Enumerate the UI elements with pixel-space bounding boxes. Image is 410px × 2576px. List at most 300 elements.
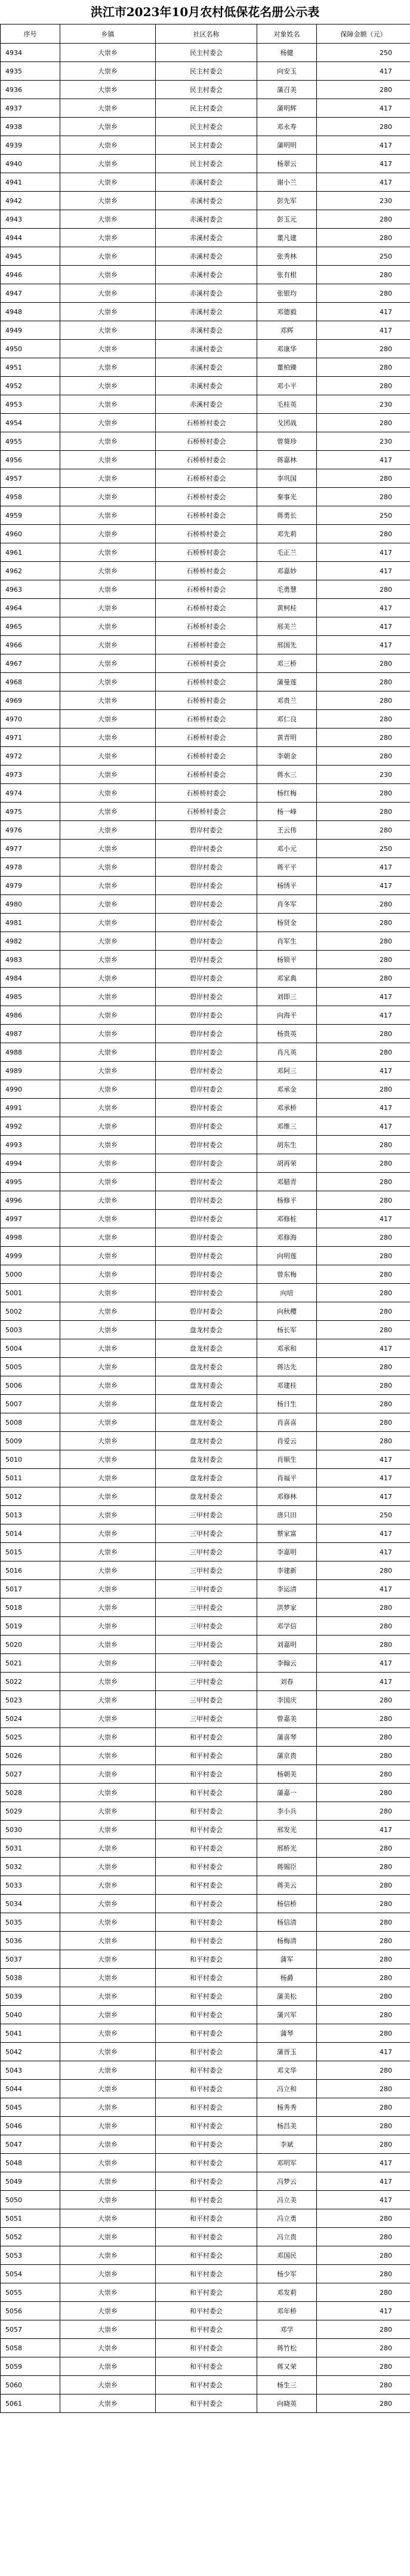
row-township: 大崇乡 bbox=[60, 2357, 156, 2376]
row-name: 邓年桥 bbox=[257, 2302, 317, 2320]
row-index: 5033 bbox=[1, 1876, 60, 1895]
row-community: 石桥桥村委会 bbox=[156, 414, 257, 432]
row-township: 大崇乡 bbox=[60, 266, 156, 284]
row-township: 大崇乡 bbox=[60, 691, 156, 710]
row-name: 向安玉 bbox=[257, 62, 317, 81]
row-community: 赤溪村委会 bbox=[156, 247, 257, 266]
row-index: 5035 bbox=[1, 1913, 60, 1932]
row-community: 碧岸村委会 bbox=[156, 1173, 257, 1191]
row-name: 向晓英 bbox=[257, 2394, 317, 2413]
row-index: 4971 bbox=[1, 728, 60, 747]
table-row bbox=[1, 1858, 410, 1876]
row-community: 三甲村委会 bbox=[156, 1617, 257, 1636]
row-community: 和平村委会 bbox=[156, 2302, 257, 2320]
row-index: 5025 bbox=[1, 1728, 60, 1747]
table-row bbox=[1, 44, 410, 62]
row-amount: 230 bbox=[317, 395, 410, 414]
row-index: 4939 bbox=[1, 136, 60, 155]
table-row bbox=[1, 266, 410, 284]
table-row bbox=[1, 710, 410, 728]
table-row bbox=[1, 229, 410, 247]
row-township: 大崇乡 bbox=[60, 1117, 156, 1136]
row-township: 大崇乡 bbox=[60, 951, 156, 969]
row-name: 杨健 bbox=[257, 44, 317, 62]
row-community: 和平村委会 bbox=[156, 1895, 257, 1913]
row-community: 赤溪村委会 bbox=[156, 395, 257, 414]
row-amount: 280 bbox=[317, 284, 410, 303]
row-township: 大崇乡 bbox=[60, 1506, 156, 1524]
row-index: 4968 bbox=[1, 673, 60, 691]
row-amount: 280 bbox=[317, 1358, 410, 1376]
row-township: 大崇乡 bbox=[60, 136, 156, 155]
row-township: 大崇乡 bbox=[60, 2376, 156, 2394]
row-index: 5054 bbox=[1, 2265, 60, 2283]
row-township: 大崇乡 bbox=[60, 1839, 156, 1858]
row-township: 大崇乡 bbox=[60, 525, 156, 543]
row-name: 曾葵珍 bbox=[257, 432, 317, 451]
row-index: 4947 bbox=[1, 284, 60, 303]
row-township: 大崇乡 bbox=[60, 1636, 156, 1654]
row-amount: 417 bbox=[317, 1006, 410, 1025]
row-township: 大崇乡 bbox=[60, 1784, 156, 1802]
table-row bbox=[1, 525, 410, 543]
row-township: 大崇乡 bbox=[60, 858, 156, 877]
row-index: 5031 bbox=[1, 1839, 60, 1858]
row-name: 肖喜喜 bbox=[257, 1413, 317, 1432]
row-township: 大崇乡 bbox=[60, 81, 156, 99]
row-township: 大崇乡 bbox=[60, 2061, 156, 2080]
row-amount: 280 bbox=[317, 1284, 410, 1302]
table-row bbox=[1, 2006, 410, 2024]
row-township: 大崇乡 bbox=[60, 2228, 156, 2246]
row-township: 大崇乡 bbox=[60, 1284, 156, 1302]
row-township: 大崇乡 bbox=[60, 1654, 156, 1673]
row-township: 大崇乡 bbox=[60, 432, 156, 451]
row-amount: 280 bbox=[317, 1987, 410, 2006]
row-township: 大崇乡 bbox=[60, 1987, 156, 2006]
row-community: 民主村委会 bbox=[156, 155, 257, 173]
row-community: 碧岸村委会 bbox=[156, 1117, 257, 1136]
row-community: 赤溪村委会 bbox=[156, 266, 257, 284]
row-township: 大崇乡 bbox=[60, 210, 156, 229]
row-amount: 280 bbox=[317, 1858, 410, 1876]
row-township: 大崇乡 bbox=[60, 1006, 156, 1025]
row-amount: 417 bbox=[317, 617, 410, 636]
row-name: 杨秀秀 bbox=[257, 2098, 317, 2117]
row-community: 赤溪村委会 bbox=[156, 358, 257, 377]
row-amount: 230 bbox=[317, 766, 410, 784]
row-name: 李国庆 bbox=[257, 1691, 317, 1710]
row-township: 大崇乡 bbox=[60, 2191, 156, 2209]
row-township: 大崇乡 bbox=[60, 2098, 156, 2117]
table-row bbox=[1, 2320, 410, 2339]
row-community: 三甲村委会 bbox=[156, 1543, 257, 1561]
row-community: 石桥桥村委会 bbox=[156, 506, 257, 525]
row-index: 5053 bbox=[1, 2246, 60, 2265]
row-township: 大崇乡 bbox=[60, 1876, 156, 1895]
table-row bbox=[1, 173, 410, 192]
row-community: 三甲村委会 bbox=[156, 1599, 257, 1617]
row-amount: 280 bbox=[317, 1265, 410, 1284]
table-row bbox=[1, 1025, 410, 1043]
row-amount: 280 bbox=[317, 2376, 410, 2394]
row-index: 5029 bbox=[1, 1802, 60, 1821]
row-community: 三甲村委会 bbox=[156, 1654, 257, 1673]
row-name: 戈团战 bbox=[257, 414, 317, 432]
row-name: 李建新 bbox=[257, 1561, 317, 1580]
row-name: 胡再荣 bbox=[257, 1154, 317, 1173]
row-name: 杨长军 bbox=[257, 1321, 317, 1339]
table-row bbox=[1, 1710, 410, 1728]
row-community: 和平村委会 bbox=[156, 2283, 257, 2302]
table-row bbox=[1, 1321, 410, 1339]
header-township: 乡镇 bbox=[60, 24, 156, 44]
row-township: 大崇乡 bbox=[60, 2283, 156, 2302]
row-name: 邓建桂 bbox=[257, 1376, 317, 1395]
row-name: 蒲军 bbox=[257, 1950, 317, 1969]
row-amount: 417 bbox=[317, 62, 410, 81]
row-name: 蒲嘉一 bbox=[257, 1784, 317, 1802]
row-index: 5013 bbox=[1, 1506, 60, 1524]
row-township: 大崇乡 bbox=[60, 1062, 156, 1080]
table-row bbox=[1, 1043, 410, 1062]
row-name: 杨梅清 bbox=[257, 1932, 317, 1950]
row-amount: 280 bbox=[317, 803, 410, 821]
row-township: 大崇乡 bbox=[60, 1228, 156, 1247]
row-name: 李巩国 bbox=[257, 469, 317, 488]
row-community: 石桥桥村委会 bbox=[156, 451, 257, 469]
row-index: 5004 bbox=[1, 1339, 60, 1358]
row-amount: 280 bbox=[317, 1895, 410, 1913]
table-row bbox=[1, 747, 410, 766]
row-name: 邓贵兰 bbox=[257, 691, 317, 710]
row-township: 大崇乡 bbox=[60, 1895, 156, 1913]
row-index: 5055 bbox=[1, 2283, 60, 2302]
row-index: 4969 bbox=[1, 691, 60, 710]
row-community: 石桥桥村委会 bbox=[156, 617, 257, 636]
row-name: 蒋达先 bbox=[257, 1358, 317, 1376]
row-name: 蒲琴 bbox=[257, 2024, 317, 2043]
row-township: 大崇乡 bbox=[60, 1302, 156, 1321]
row-township: 大崇乡 bbox=[60, 2043, 156, 2061]
table-row bbox=[1, 340, 410, 358]
row-index: 5041 bbox=[1, 2024, 60, 2043]
row-community: 三甲村委会 bbox=[156, 1636, 257, 1654]
row-index: 5045 bbox=[1, 2098, 60, 2117]
row-amount: 280 bbox=[317, 118, 410, 136]
row-amount: 280 bbox=[317, 81, 410, 99]
row-index: 5048 bbox=[1, 2154, 60, 2172]
row-township: 大崇乡 bbox=[60, 2265, 156, 2283]
row-township: 大崇乡 bbox=[60, 1432, 156, 1450]
table-row bbox=[1, 1395, 410, 1413]
row-index: 5057 bbox=[1, 2320, 60, 2339]
row-name: 邓国民 bbox=[257, 2246, 317, 2265]
row-index: 5042 bbox=[1, 2043, 60, 2061]
row-index: 4935 bbox=[1, 62, 60, 81]
row-name: 蒲美松 bbox=[257, 1987, 317, 2006]
table-row bbox=[1, 1376, 410, 1395]
row-community: 石桥桥村委会 bbox=[156, 543, 257, 562]
row-amount: 280 bbox=[317, 951, 410, 969]
row-name: 张银均 bbox=[257, 284, 317, 303]
row-township: 大崇乡 bbox=[60, 840, 156, 858]
row-name: 邓腊青 bbox=[257, 1173, 317, 1191]
row-township: 大崇乡 bbox=[60, 118, 156, 136]
row-community: 和平村委会 bbox=[156, 2191, 257, 2209]
row-township: 大崇乡 bbox=[60, 580, 156, 599]
row-amount: 280 bbox=[317, 2135, 410, 2154]
row-amount: 280 bbox=[317, 1728, 410, 1747]
row-index: 5050 bbox=[1, 2191, 60, 2209]
table-row bbox=[1, 969, 410, 988]
row-amount: 417 bbox=[317, 2154, 410, 2172]
row-name: 杨贤金 bbox=[257, 914, 317, 932]
row-name: 邓学 bbox=[257, 2320, 317, 2339]
row-index: 4941 bbox=[1, 173, 60, 192]
table-row bbox=[1, 580, 410, 599]
row-community: 盘龙村委会 bbox=[156, 1450, 257, 1469]
row-township: 大崇乡 bbox=[60, 2135, 156, 2154]
row-township: 大崇乡 bbox=[60, 1802, 156, 1821]
row-township: 大崇乡 bbox=[60, 636, 156, 654]
table-row bbox=[1, 673, 410, 691]
row-township: 大崇乡 bbox=[60, 1747, 156, 1765]
row-index: 5003 bbox=[1, 1321, 60, 1339]
row-community: 和平村委会 bbox=[156, 1913, 257, 1932]
row-name: 邓家典 bbox=[257, 969, 317, 988]
row-township: 大崇乡 bbox=[60, 2172, 156, 2191]
table-row bbox=[1, 599, 410, 617]
row-township: 大崇乡 bbox=[60, 1728, 156, 1747]
row-community: 盘龙村委会 bbox=[156, 1487, 257, 1506]
row-amount: 280 bbox=[317, 580, 410, 599]
table-row bbox=[1, 469, 410, 488]
row-index: 5061 bbox=[1, 2394, 60, 2413]
row-community: 碧岸村委会 bbox=[156, 1154, 257, 1173]
row-name: 曾东梅 bbox=[257, 1265, 317, 1284]
table-row bbox=[1, 2265, 410, 2283]
row-amount: 417 bbox=[317, 2043, 410, 2061]
row-community: 民主村委会 bbox=[156, 62, 257, 81]
row-community: 盘龙村委会 bbox=[156, 1469, 257, 1487]
row-amount: 280 bbox=[317, 1080, 410, 1099]
table-row bbox=[1, 1265, 410, 1284]
row-township: 大崇乡 bbox=[60, 1950, 156, 1969]
row-township: 大崇乡 bbox=[60, 2024, 156, 2043]
row-township: 大崇乡 bbox=[60, 1673, 156, 1691]
row-name: 蒲晋玉 bbox=[257, 2043, 317, 2061]
row-name: 邓康华 bbox=[257, 340, 317, 358]
row-index: 4945 bbox=[1, 247, 60, 266]
row-amount: 280 bbox=[317, 1561, 410, 1580]
row-community: 石桥桥村委会 bbox=[156, 766, 257, 784]
row-amount: 417 bbox=[317, 1580, 410, 1599]
row-index: 4948 bbox=[1, 303, 60, 321]
row-township: 大崇乡 bbox=[60, 2302, 156, 2320]
row-township: 大崇乡 bbox=[60, 358, 156, 377]
row-township: 大崇乡 bbox=[60, 99, 156, 118]
table-row bbox=[1, 914, 410, 932]
row-name: 张秀林 bbox=[257, 247, 317, 266]
table-row bbox=[1, 414, 410, 432]
row-amount: 280 bbox=[317, 1136, 410, 1154]
row-amount: 280 bbox=[317, 1376, 410, 1395]
row-name: 刘嘉明 bbox=[257, 1636, 317, 1654]
row-name: 肖军生 bbox=[257, 932, 317, 951]
row-community: 三甲村委会 bbox=[156, 1691, 257, 1710]
row-name: 邓修海 bbox=[257, 1228, 317, 1247]
row-name: 邓阿三 bbox=[257, 1062, 317, 1080]
row-township: 大崇乡 bbox=[60, 599, 156, 617]
row-amount: 280 bbox=[317, 2061, 410, 2080]
row-community: 三甲村委会 bbox=[156, 1506, 257, 1524]
row-name: 邢桥光 bbox=[257, 1839, 317, 1858]
row-amount: 280 bbox=[317, 340, 410, 358]
row-index: 5051 bbox=[1, 2209, 60, 2228]
table-row bbox=[1, 728, 410, 747]
row-community: 和平村委会 bbox=[156, 2228, 257, 2246]
header-row bbox=[1, 24, 410, 44]
row-community: 碧岸村委会 bbox=[156, 1247, 257, 1265]
row-index: 4997 bbox=[1, 1210, 60, 1228]
row-community: 碧岸村委会 bbox=[156, 969, 257, 988]
row-name: 杨翠云 bbox=[257, 155, 317, 173]
row-township: 大崇乡 bbox=[60, 1969, 156, 1987]
row-index: 5047 bbox=[1, 2135, 60, 2154]
row-township: 大崇乡 bbox=[60, 247, 156, 266]
row-community: 盘龙村委会 bbox=[156, 1339, 257, 1358]
row-amount: 280 bbox=[317, 229, 410, 247]
row-name: 蒋竹松 bbox=[257, 2339, 317, 2357]
row-index: 5043 bbox=[1, 2061, 60, 2080]
row-amount: 417 bbox=[317, 99, 410, 118]
table-row bbox=[1, 1154, 410, 1173]
row-community: 石桥桥村委会 bbox=[156, 673, 257, 691]
row-community: 石桥桥村委会 bbox=[156, 469, 257, 488]
row-amount: 417 bbox=[317, 1210, 410, 1228]
row-community: 和平村委会 bbox=[156, 2376, 257, 2394]
row-index: 5007 bbox=[1, 1395, 60, 1413]
row-township: 大崇乡 bbox=[60, 1265, 156, 1284]
row-amount: 250 bbox=[317, 840, 410, 858]
row-community: 盘龙村委会 bbox=[156, 1395, 257, 1413]
row-community: 石桥桥村委会 bbox=[156, 580, 257, 599]
row-name: 杨少军 bbox=[257, 2265, 317, 2283]
row-amount: 280 bbox=[317, 1839, 410, 1858]
table-row bbox=[1, 1969, 410, 1987]
table-row bbox=[1, 81, 410, 99]
row-name: 冯立和 bbox=[257, 2080, 317, 2098]
table-row bbox=[1, 62, 410, 81]
row-name: 蒲喜琴 bbox=[257, 1728, 317, 1747]
row-name: 肖顺生 bbox=[257, 1450, 317, 1469]
row-index: 4946 bbox=[1, 266, 60, 284]
row-index: 5056 bbox=[1, 2302, 60, 2320]
table-row bbox=[1, 2135, 410, 2154]
row-township: 大崇乡 bbox=[60, 728, 156, 747]
row-index: 4937 bbox=[1, 99, 60, 118]
row-amount: 417 bbox=[317, 1062, 410, 1080]
row-township: 大崇乡 bbox=[60, 1136, 156, 1154]
row-name: 冯立贵 bbox=[257, 2228, 317, 2246]
row-township: 大崇乡 bbox=[60, 229, 156, 247]
row-index: 5012 bbox=[1, 1487, 60, 1506]
row-amount: 280 bbox=[317, 1025, 410, 1043]
row-name: 邢国先 bbox=[257, 636, 317, 654]
row-amount: 417 bbox=[317, 1469, 410, 1487]
row-index: 4942 bbox=[1, 192, 60, 210]
row-community: 碧岸村委会 bbox=[156, 858, 257, 877]
row-community: 碧岸村委会 bbox=[156, 1136, 257, 1154]
table-row bbox=[1, 395, 410, 414]
row-community: 赤溪村委会 bbox=[156, 340, 257, 358]
row-amount: 417 bbox=[317, 155, 410, 173]
row-amount: 417 bbox=[317, 858, 410, 877]
row-township: 大崇乡 bbox=[60, 1450, 156, 1469]
row-index: 4985 bbox=[1, 988, 60, 1006]
row-amount: 280 bbox=[317, 2265, 410, 2283]
row-community: 和平村委会 bbox=[156, 2006, 257, 2024]
row-community: 民主村委会 bbox=[156, 118, 257, 136]
table-row bbox=[1, 617, 410, 636]
row-community: 和平村委会 bbox=[156, 2117, 257, 2135]
row-name: 蒋又荣 bbox=[257, 2357, 317, 2376]
row-index: 4991 bbox=[1, 1099, 60, 1117]
row-community: 赤溪村委会 bbox=[156, 303, 257, 321]
row-index: 5037 bbox=[1, 1950, 60, 1969]
row-township: 大崇乡 bbox=[60, 414, 156, 432]
row-amount: 417 bbox=[317, 2302, 410, 2320]
row-community: 和平村委会 bbox=[156, 1728, 257, 1747]
row-township: 大崇乡 bbox=[60, 1469, 156, 1487]
table-row bbox=[1, 192, 410, 210]
row-township: 大崇乡 bbox=[60, 1339, 156, 1358]
table-row bbox=[1, 506, 410, 525]
row-amount: 280 bbox=[317, 2246, 410, 2265]
row-index: 4999 bbox=[1, 1247, 60, 1265]
row-community: 石桥桥村委会 bbox=[156, 728, 257, 747]
row-amount: 417 bbox=[317, 877, 410, 895]
table-row bbox=[1, 210, 410, 229]
row-index: 5002 bbox=[1, 1302, 60, 1321]
table-row bbox=[1, 2117, 410, 2135]
row-name: 邓维三 bbox=[257, 1117, 317, 1136]
row-community: 赤溪村委会 bbox=[156, 192, 257, 210]
row-township: 大崇乡 bbox=[60, 710, 156, 728]
table-row bbox=[1, 2209, 410, 2228]
row-index: 5026 bbox=[1, 1747, 60, 1765]
row-community: 和平村委会 bbox=[156, 1858, 257, 1876]
row-index: 5020 bbox=[1, 1636, 60, 1654]
row-amount: 280 bbox=[317, 1747, 410, 1765]
row-township: 大崇乡 bbox=[60, 469, 156, 488]
row-name: 肖福平 bbox=[257, 1469, 317, 1487]
row-name: 邓永寿 bbox=[257, 118, 317, 136]
table-row bbox=[1, 1543, 410, 1561]
table-row bbox=[1, 1469, 410, 1487]
table-row bbox=[1, 636, 410, 654]
row-community: 和平村委会 bbox=[156, 2043, 257, 2061]
row-amount: 280 bbox=[317, 691, 410, 710]
row-name: 邓发莉 bbox=[257, 2283, 317, 2302]
row-name: 肖凡英 bbox=[257, 1043, 317, 1062]
row-amount: 280 bbox=[317, 1691, 410, 1710]
row-community: 石桥桥村委会 bbox=[156, 636, 257, 654]
row-index: 4958 bbox=[1, 488, 60, 506]
row-amount: 417 bbox=[317, 1821, 410, 1839]
table-row bbox=[1, 766, 410, 784]
